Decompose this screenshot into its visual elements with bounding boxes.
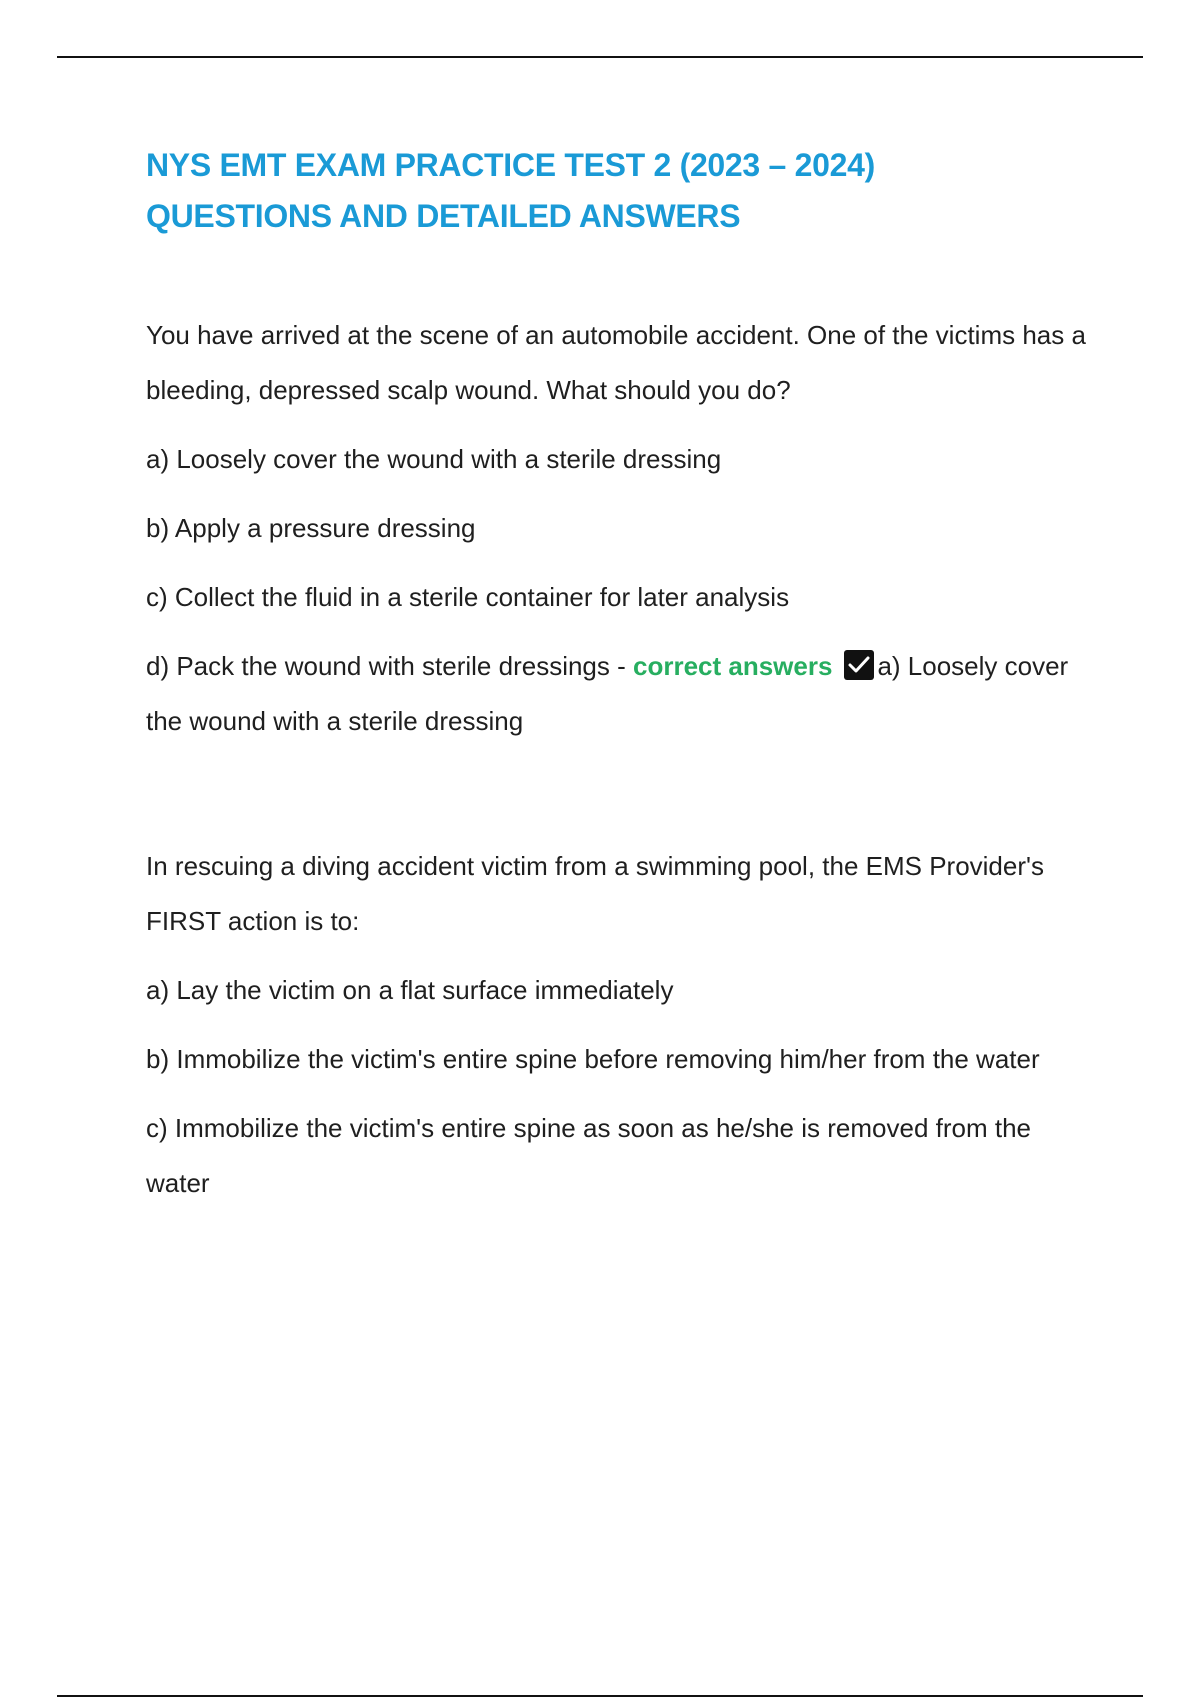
question-1 (146, 308, 1086, 749)
top-rule (57, 56, 1143, 58)
question-1-option-d: d) Pack the wound with sterile dressings - (146, 651, 633, 681)
question-2-text: In rescuing a diving accident victim from a swimming pool, the EMS Provider's FIRST action is to: (146, 851, 1044, 936)
question-1-option-d-with-answer (146, 639, 1086, 749)
question-1-option-b: b) Apply a pressure dressing (146, 513, 476, 543)
title-line-1: NYS EMT EXAM PRACTICE TEST 2 (2023 – 2024) (146, 147, 875, 183)
correct-answers-label: correct answers (633, 651, 833, 681)
question-1-answer: a) Loosely cover the wound with a sterile dressing (146, 651, 1069, 736)
question-1-text: You have arrived at the scene of an automobile accident. One of the victims has a bleeding, depressed scalp wound. What should you do? (146, 320, 1086, 405)
document-title (146, 140, 1086, 242)
question-2-option-b: b) Immobilize the victim's entire spine before removing him/her from the water (146, 1044, 1040, 1074)
question-2-option-c: c) Immobilize the victim's entire spine as soon as he/she is removed from the water (146, 1113, 1031, 1198)
document-body (146, 140, 1086, 1211)
question-2 (146, 839, 1086, 1211)
bottom-rule (57, 1695, 1143, 1697)
question-1-option-c: c) Collect the fluid in a sterile container for later analysis (146, 582, 790, 612)
title-line-2: QUESTIONS AND DETAILED ANSWERS (146, 198, 741, 234)
question-2-option-a: a) Lay the victim on a flat surface immediately (146, 975, 674, 1005)
question-1-option-a: a) Loosely cover the wound with a sterile dressing (146, 444, 722, 474)
checkmark-icon (844, 650, 874, 680)
